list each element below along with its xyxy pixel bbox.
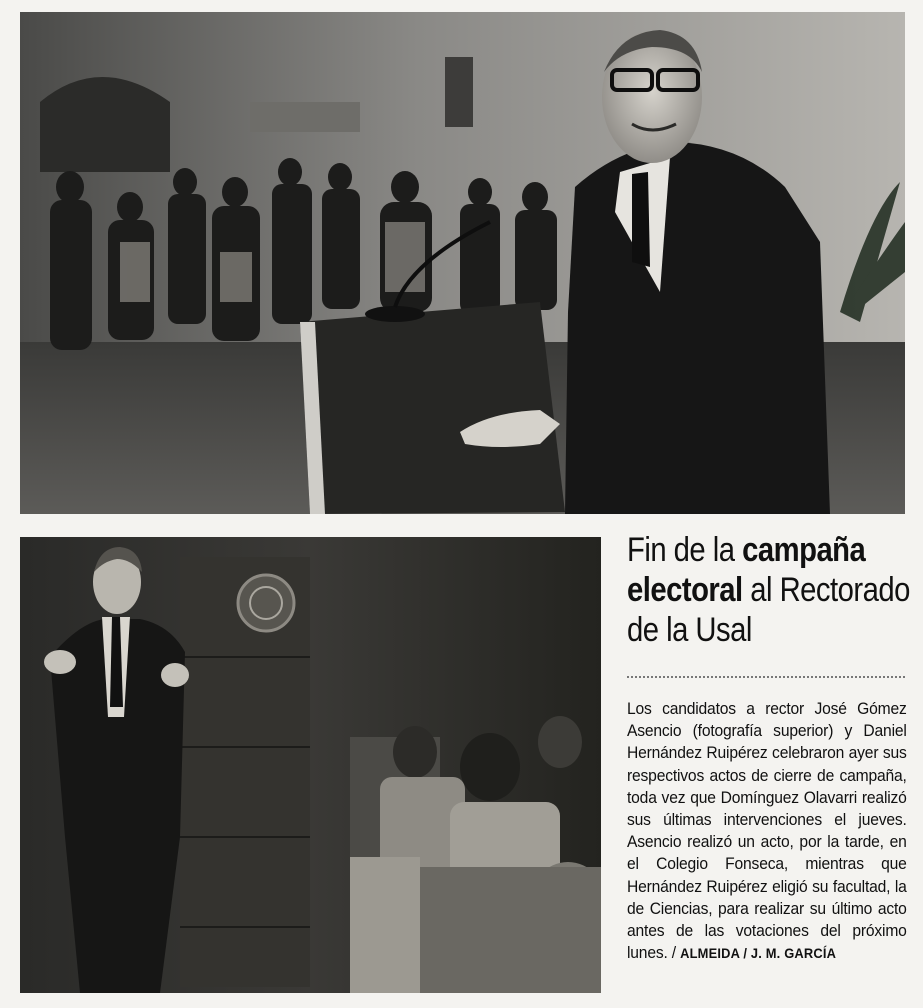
bottom-photo-hernandez-speaking (20, 537, 601, 993)
article-headline (627, 530, 911, 650)
photo-credit: ALMEIDA / J. M. GARCÍA (680, 945, 837, 962)
article-body-text: Los candidatos a rector José Gómez Asencio (fotografía superior) y Daniel Hernández Ruipérez celebraron ayer sus respectivos actos de cierre de campaña, toda vez que Domínguez Olavarri realizó sus últimas intervenciones el jueves. Asencio realizó un acto, por la tarde, en el Colegio Fonseca, mientras que Hernández Ruipérez eligió su facultad, la de Ciencias, para realizar su último acto antes de las votaciones del próximo lunes. / (627, 699, 907, 963)
top-photo-asencio-lectern (20, 12, 905, 514)
headline-bold: campaña electoral (627, 531, 866, 609)
headline-divider (627, 676, 905, 678)
article-body (627, 698, 907, 964)
headline-part1: Fin de la (627, 531, 743, 569)
headline-part2: al Rectorado de la Usal (627, 571, 910, 649)
